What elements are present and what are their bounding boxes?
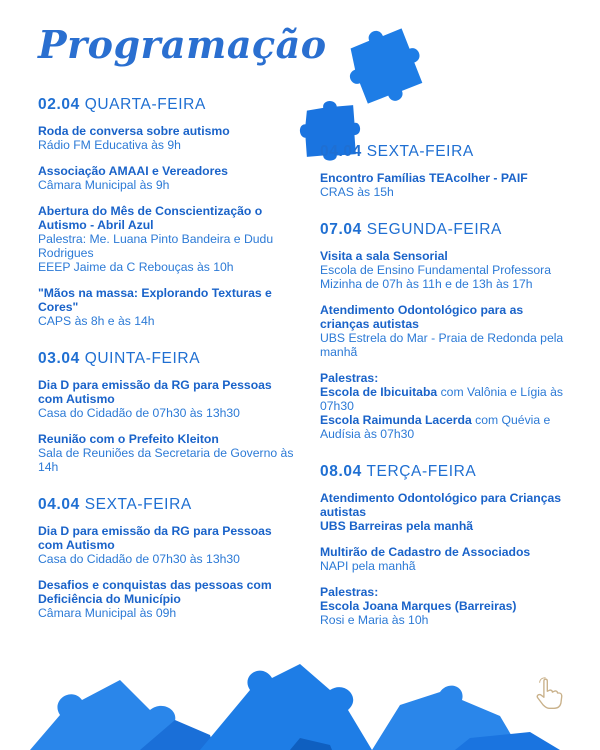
day-weekday: QUARTA-FEIRA <box>84 96 206 113</box>
day-block <box>38 350 298 474</box>
day-weekday: SEXTA-FEIRA <box>84 496 192 513</box>
event-detail: Sala de Reuniões da Secretaria de Governo às 14h <box>38 446 294 474</box>
event-detail: Rosi e Maria às 10h <box>320 613 429 627</box>
event-item <box>320 491 575 533</box>
event-detail: Casa do Cidadão de 07h30 às 13h30 <box>38 406 240 420</box>
event-title: Palestras: <box>320 371 379 385</box>
event-detail <box>320 413 575 441</box>
day-block <box>320 463 575 627</box>
day-date: 07.04 <box>320 221 362 238</box>
event-title: Associação AMAAI e Vereadores <box>38 164 228 178</box>
day-title <box>320 221 575 239</box>
event-detail: Câmara Municipal às 9h <box>38 178 170 192</box>
event-item <box>320 171 575 199</box>
page-title: Programação <box>38 22 327 67</box>
event-detail: Casa do Cidadão de 07h30 às 13h30 <box>38 552 240 566</box>
schedule-column-right <box>320 143 575 649</box>
event-detail: Câmara Municipal às 09h <box>38 606 177 620</box>
event-detail-text: com Quévia e Audísia às 07h30 <box>320 413 551 441</box>
event-venue: Escola Joana Marques (Barreiras) <box>320 599 517 613</box>
event-detail: EEEP Jaime da C Rebouças às 10h <box>38 260 234 274</box>
event-item <box>38 204 298 274</box>
event-item <box>38 124 298 152</box>
day-date: 04.04 <box>38 496 80 513</box>
event-item <box>38 578 298 620</box>
event-detail-text: com Valônia e Lígia às 07h30 <box>320 385 563 413</box>
event-title: Dia D para emissão da RG para Pessoas com Autismo <box>38 378 272 406</box>
event-detail: CRAS às 15h <box>320 185 394 199</box>
event-item <box>38 286 298 328</box>
event-item <box>38 432 298 474</box>
event-item <box>38 164 298 192</box>
event-title: Roda de conversa sobre autismo <box>38 124 230 138</box>
event-item <box>38 378 298 420</box>
event-detail: NAPI pela manhã <box>320 559 416 573</box>
day-weekday: SEGUNDA-FEIRA <box>366 221 502 238</box>
day-title <box>38 350 298 368</box>
day-date: 04.04 <box>320 143 362 160</box>
event-title: Desafios e conquistas das pessoas com Deficiência do Município <box>38 578 272 606</box>
event-title: Palestras: <box>320 585 379 599</box>
day-title <box>38 496 298 514</box>
day-title <box>320 463 575 481</box>
day-weekday: SEXTA-FEIRA <box>366 143 474 160</box>
day-weekday: TERÇA-FEIRA <box>366 463 477 480</box>
schedule-column-left <box>38 96 298 642</box>
event-item <box>320 371 575 441</box>
event-item <box>320 249 575 291</box>
event-venue: UBS Barreiras pela manhã <box>320 519 474 533</box>
event-title: Visita a sala Sensorial <box>320 249 448 263</box>
event-item <box>38 524 298 566</box>
event-detail: CAPS às 8h e às 14h <box>38 314 155 328</box>
day-block <box>38 496 298 620</box>
hand-pointer-icon <box>532 676 566 710</box>
day-date: 02.04 <box>38 96 80 113</box>
event-item <box>320 303 575 359</box>
event-detail: Escola de Ensino Fundamental Professora Mizinha de 07h às 11h e de 13h às 17h <box>320 263 552 291</box>
day-date: 03.04 <box>38 350 80 367</box>
event-venue: Escola de Ibicuitaba <box>320 385 438 399</box>
day-block <box>320 143 575 199</box>
event-title: Encontro Famílias TEAcolher - PAIF <box>320 171 528 185</box>
event-detail <box>320 385 575 413</box>
event-venue: Escola Raimunda Lacerda <box>320 413 472 427</box>
event-detail: Palestra: Me. Luana Pinto Bandeira e Dudu Rodrigues <box>38 232 274 260</box>
event-title: Atendimento Odontológico para Crianças autistas <box>320 491 562 519</box>
event-title: "Mãos na massa: Explorando Texturas e Cores" <box>38 286 272 314</box>
event-title: Multirão de Cadastro de Associados <box>320 545 531 559</box>
day-block <box>38 96 298 328</box>
day-title <box>320 143 575 161</box>
event-detail: Rádio FM Educativa às 9h <box>38 138 181 152</box>
day-title <box>38 96 298 114</box>
event-title: Atendimento Odontológico para as crianças autistas <box>320 303 524 331</box>
day-weekday: QUINTA-FEIRA <box>84 350 201 367</box>
event-title: Reunião com o Prefeito Kleiton <box>38 432 219 446</box>
day-date: 08.04 <box>320 463 362 480</box>
event-item <box>320 545 575 573</box>
event-title: Dia D para emissão da RG para Pessoas com Autismo <box>38 524 272 552</box>
day-block <box>320 221 575 441</box>
event-title: Abertura do Mês de Conscientização o Autismo - Abril Azul <box>38 204 263 232</box>
event-item <box>320 585 575 627</box>
event-detail: UBS Estrela do Mar - Praia de Redonda pela manhã <box>320 331 564 359</box>
